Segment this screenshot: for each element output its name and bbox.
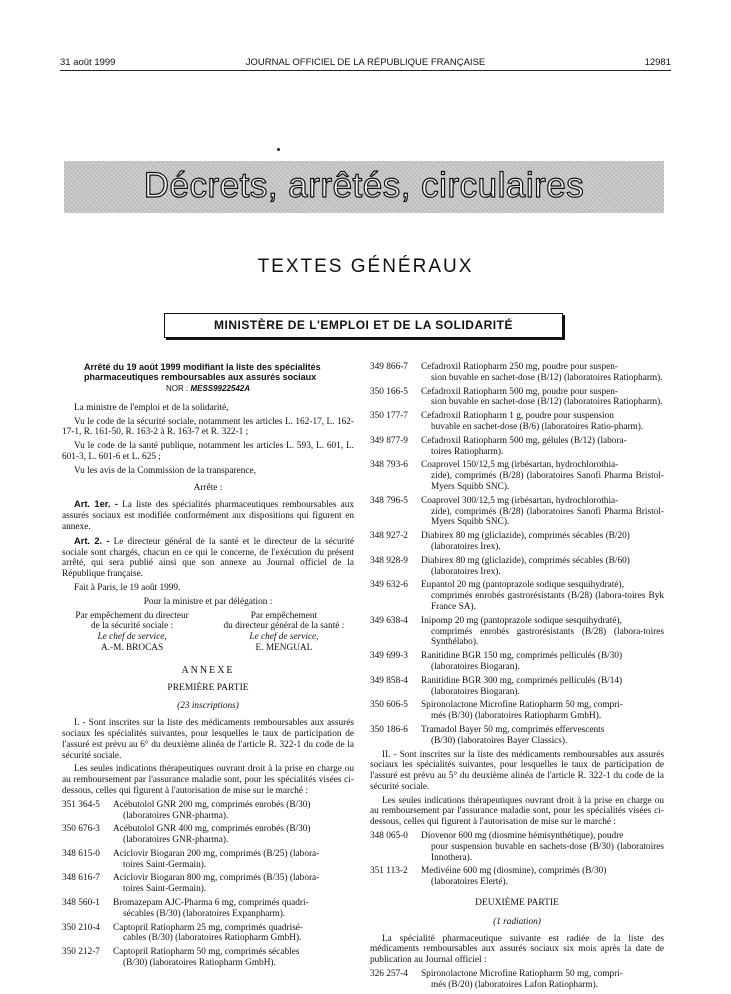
drug-description <box>421 496 664 528</box>
drug-code: 350 676-3 <box>62 824 100 835</box>
list-item <box>370 387 664 409</box>
drug-line: Ranitidine BGR 150 mg, comprimés pelliculés (B/30) <box>421 651 623 662</box>
drug-description <box>421 460 664 492</box>
drug-code: 348 927-2 <box>370 531 408 542</box>
signature-right-line2: du directeur général de la santé : <box>223 621 345 632</box>
arrete-word: Arrête : <box>193 482 223 493</box>
drug-code: 349 638-4 <box>370 615 408 626</box>
list-item <box>370 531 664 553</box>
list-item <box>370 496 664 528</box>
drug-code: 348 615-0 <box>62 848 100 859</box>
list-item <box>370 866 664 888</box>
drug-line: (laboratoires Elerté). <box>431 877 508 888</box>
list-item <box>62 923 354 945</box>
drug-description <box>421 411 664 433</box>
list-item <box>62 849 354 871</box>
preamble-line: Vu les avis de la Commission de la transparence, <box>74 465 256 476</box>
section-banner <box>64 161 664 213</box>
journal-title: JOURNAL OFFICIEL DE LA RÉPUBLIQUE FRANÇAISE <box>245 57 486 68</box>
drug-code: 350 210-4 <box>62 922 100 933</box>
list-item <box>370 651 664 673</box>
drug-line: pour suspension buvable en sachets-dose (B/30) (laboratoires Innothera). <box>431 841 664 863</box>
drug-line: Eupantol 20 mg (pantoprazole sodique sesquihydraté), <box>421 580 624 591</box>
drug-line: més (B/30) (laboratoires Ratiopharm GmbH). <box>431 711 602 722</box>
drug-description <box>421 580 664 612</box>
list-item <box>370 580 664 612</box>
drug-line: Diabirex 80 mg (gliclazide), comprimés sécables (B/20) <box>421 531 630 542</box>
drug-line: més (B/20) (laboratoires Lafon Ratiopharm). <box>431 979 599 990</box>
drug-description <box>421 387 664 409</box>
drug-code: 348 793-6 <box>370 460 408 471</box>
drug-line: (laboratoires GNR-pharma). <box>123 835 229 846</box>
drug-description <box>421 556 664 578</box>
drug-code: 350 606-5 <box>370 700 408 711</box>
drug-line: Cefadroxil Ratiopharm 1 g, poudre pour suspension <box>421 411 614 422</box>
annexe-title: ANNEXE <box>181 664 235 676</box>
drug-description <box>421 436 664 458</box>
drug-line: Medivéine 600 mg (diosmine), comprimés (B/30) <box>421 866 607 877</box>
drug-line: Cefadroxil Ratiopharm 250 mg, poudre pour suspen- <box>421 362 619 372</box>
delegation-line: Pour la ministre et par délégation : <box>143 596 273 607</box>
part2-title: DEUXIÈME PARTIE <box>475 898 559 909</box>
drug-line: Diovenor 600 mg (diosmine hémisynthétique), poudre <box>421 831 624 842</box>
drug-line: Coaprovel 150/12,5 mg (irbésartan, hydrochlorothia- <box>421 460 619 471</box>
drug-line: Aciclovir Biogaran 200 mg, comprimés (B/25) (labora- <box>113 848 320 859</box>
drug-line: zide), comprimés (B/28) (laboratoires Sanofi Pharma Bristol-Myers Squibb SNC). <box>431 471 664 492</box>
left-column <box>62 362 354 972</box>
drug-description <box>421 700 664 722</box>
drug-code: 349 877-9 <box>370 435 408 446</box>
drug-line: (laboratoires Biogaran). <box>431 661 520 672</box>
drug-description <box>421 651 664 673</box>
drug-code: 349 699-3 <box>370 651 408 662</box>
preamble-line: La ministre de l'emploi et de la solidarité, <box>74 402 229 413</box>
article-1-label: Art. 1er. - <box>74 499 118 510</box>
list-item <box>370 411 664 433</box>
drug-line: Bromazepam AJC-Pharma 6 mg, comprimés quadri- <box>113 898 309 909</box>
preamble-line: Vu le code de la santé publique, notamment les articles L. 593, L. 601, L. 601-3, L. 601-6 et L. 625 ; <box>62 441 354 462</box>
drug-description <box>421 831 664 863</box>
drug-line: (laboratoires Irex). <box>431 541 501 552</box>
drug-description <box>113 800 354 822</box>
article-1-text: La liste des spécialités pharmaceutiques remboursables aux assurés sociaux est modifiée conformément aux dispositions qui figurent en annexe. <box>62 500 355 532</box>
arrete-title: Arrêté du 19 août 1999 modifiant la liste des spécialités pharmaceutiques remboursables aux assurés sociaux <box>84 362 321 382</box>
list-item <box>370 616 664 648</box>
drug-code: 348 796-5 <box>370 495 408 506</box>
drug-line: cables (B/30) (laboratoires Ratiopharm GmbH). <box>123 933 302 944</box>
drug-line: toires Saint-Germain). <box>123 859 207 870</box>
drug-line: Inipomp 20 mg (pantoprazole sodique sesquihydraté), <box>421 615 622 626</box>
drug-line: Cefadroxil Ratiopharm 500 mg, poudre pour suspen- <box>421 386 619 397</box>
drug-list-3 <box>370 831 664 888</box>
drug-line: Aciclovir Biogaran 800 mg, comprimés (B/35) (labora- <box>113 873 320 884</box>
signature-left-line2: de la sécurité sociale : <box>91 621 174 632</box>
list-item <box>370 460 664 492</box>
drug-line: (B/30) (laboratoires Bayer Classics). <box>431 735 568 746</box>
drug-description <box>113 849 354 871</box>
list-item <box>370 700 664 722</box>
article-2 <box>62 536 354 580</box>
drug-line: zide), comprimés (B/28) (laboratoires Sanofi Pharma Bristol-Myers Squibb SNC). <box>431 506 664 528</box>
list-item <box>370 725 664 747</box>
drug-description <box>421 531 664 553</box>
page-number: 12981 <box>644 57 671 68</box>
part2-paragraph: La spécialité pharmaceutique suivante est radiée de la liste des médicaments remboursables aux assurés sociaux six mois après la date de publication au Journal officiel : <box>370 933 664 966</box>
drug-line: buvable en sachet-dose (B/6) (laboratoires Ratio-pharm). <box>431 421 644 432</box>
article-2-label: Art. 2. - <box>74 535 110 546</box>
drug-line: comprimés enrobés gastrorésistants (B/28) (labora-toires Byk France SA). <box>431 591 664 612</box>
banner-title: Décrets, arrêtés, circulaires <box>143 166 585 205</box>
list-item <box>370 436 664 458</box>
drug-description <box>113 824 354 846</box>
drug-line: Captopril Ratiopharm 25 mg, comprimés quadrisé- <box>113 922 304 933</box>
drug-description <box>113 947 354 969</box>
drug-line: (laboratoires GNR-pharma). <box>123 810 229 821</box>
drug-line: Diabirex 80 mg (gliclazide), comprimés sécables (B/60) <box>421 555 630 566</box>
running-header <box>60 57 671 71</box>
drug-code: 348 560-1 <box>62 898 100 909</box>
drug-code: 349 632-6 <box>370 580 408 591</box>
drug-code: 350 186-6 <box>370 724 408 735</box>
part2-count: (1 radiation) <box>493 916 541 927</box>
part1-paragraph-2: II. - Sont inscrites sur la liste des médicaments remboursables aux assurés sociaux les spécialités suivantes, pour lesquelles le taux de participation de l'assuré est prévu au 5° du deuxième alinéa de l'article R. 322-1 du code de la sécurité sociale. <box>370 749 664 792</box>
drug-code: 348 616-7 <box>62 873 100 884</box>
drug-code: 350 177-7 <box>370 411 408 422</box>
drug-line: Cefadroxil Ratiopharm 500 mg, gélules (B/12) (labora- <box>421 435 627 446</box>
list-item <box>370 831 664 863</box>
drug-code: 349 866-7 <box>370 362 408 372</box>
drug-line: (laboratoires Irex). <box>431 566 501 577</box>
list-item <box>370 969 664 991</box>
section-title: TEXTES GÉNÉRAUX <box>257 256 474 277</box>
signatures <box>62 611 354 654</box>
nor-label: NOR : <box>165 384 189 393</box>
part1-indications-2: Les seules indications thérapeutiques ouvrant droit à la prise en charge ou au remboursement par l'assurance maladie sont, pour les spécialités visées ci-dessous, celles qui figurent à l'autorisation de mise sur le marché : <box>370 795 664 828</box>
part1-paragraph: I. - Sont inscrites sur la liste des médicaments remboursables aux assurés sociaux les spécialités suivantes, pour lesquelles le taux de participation de l'assuré est prévu au 6° du deuxième alinéa de l'article R. 322-1 du code de la sécurité sociale. <box>62 718 354 761</box>
drug-code: 351 364-5 <box>62 799 100 810</box>
signature-left-name: A.-M. BROCAS <box>100 642 164 653</box>
list-item <box>62 873 354 895</box>
signature-right <box>214 611 354 654</box>
drug-line: sion buvable en sachet-dose (B/12) (laboratoires Ratiopharm). <box>431 397 663 408</box>
list-item <box>370 676 664 698</box>
list-item <box>62 947 354 969</box>
drug-code: 350 212-7 <box>62 947 100 958</box>
list-item <box>62 800 354 822</box>
list-item <box>62 898 354 920</box>
nor-code: MESS9922542A <box>190 384 251 393</box>
nor-reference <box>62 384 354 395</box>
article-1 <box>62 499 354 532</box>
ministry-box: MINISTÈRE DE L'EMPLOI ET DE LA SOLIDARITÉ <box>164 313 563 338</box>
drug-line: (B/30) (laboratoires Ratiopharm GmbH). <box>123 958 276 969</box>
drug-line: Acébutolol GNR 400 mg, comprimés enrobés (B/30) <box>113 824 311 835</box>
drug-line: Spironolactone Microfine Ratiopharm 50 mg, compri- <box>421 969 623 980</box>
done-at: Fait à Paris, le 19 août 1999. <box>74 582 181 593</box>
drug-line: Tramadol Bayer 50 mg, comprimés effervescents <box>421 724 605 735</box>
drug-line: sécables (B/30) (laboratoires Expanpharm). <box>123 908 286 919</box>
drug-line: Ranitidine BGR 300 mg, comprimés pelliculés (B/14) <box>421 675 623 686</box>
drug-description <box>421 969 664 991</box>
list-item <box>370 362 664 384</box>
drug-code: 349 858-4 <box>370 675 408 686</box>
drug-line: sion buvable en sachet-dose (B/12) (laboratoires Ratiopharm). <box>431 372 663 383</box>
issue-date: 31 août 1999 <box>60 57 116 68</box>
signature-left <box>62 611 202 654</box>
drug-line: comprimés enrobés gastrorésistants (B/28) (labora-toires Synthélabo). <box>431 626 664 648</box>
preamble-line: Vu le code de la sécurité sociale, notamment les articles L. 162-17, L. 162-17-1, R. 161-50, R. 163-2 à R. 163-7 et R. 322-1 ; <box>62 416 354 438</box>
part1-count: (23 inscriptions) <box>177 701 239 712</box>
drug-line: Acébutolol GNR 200 mg, comprimés enrobés (B/30) <box>113 799 311 810</box>
print-dot <box>277 148 280 151</box>
signature-left-line1: Par empêchement du directeur <box>75 610 189 621</box>
part1-title: PREMIÈRE PARTIE <box>167 682 249 693</box>
drug-line: Coaprovel 300/12,5 mg (irbésartan, hydrochlorothia- <box>421 495 619 506</box>
drug-description <box>421 362 664 384</box>
drug-code: 350 166-5 <box>370 386 408 397</box>
drug-description <box>113 898 354 920</box>
drug-line: toires Ratiopharm). <box>431 446 504 457</box>
signature-left-role: Le chef de service, <box>97 632 167 643</box>
list-item <box>370 556 664 578</box>
signature-right-line1: Par empêchement <box>250 610 318 621</box>
list-item <box>62 824 354 846</box>
drug-description <box>113 873 354 895</box>
drug-list-1 <box>62 800 354 969</box>
drug-code: 348 065-0 <box>370 831 408 842</box>
drug-list-4 <box>370 969 664 991</box>
drug-line: (laboratoires Biogaran). <box>431 686 520 697</box>
drug-code: 326 257-4 <box>370 969 408 980</box>
signature-right-role: Le chef de service, <box>249 632 319 643</box>
drug-description <box>113 923 354 945</box>
drug-description <box>421 616 664 648</box>
drug-code: 348 928-9 <box>370 555 408 566</box>
drug-description <box>421 725 664 747</box>
drug-line: toires Saint-Germain). <box>123 884 207 895</box>
drug-description <box>421 676 664 698</box>
drug-line: Spironolactone Microfine Ratiopharm 50 mg, compri- <box>421 700 623 711</box>
header-rule <box>60 70 671 71</box>
signature-right-name: E. MENGUAL <box>255 642 313 653</box>
right-column <box>370 362 664 994</box>
article-2-text: Le directeur général de la santé et le directeur de la sécurité sociale sont chargés, chacun en ce qui le concerne, de l'exécution du présent arrêté, qui sera publié ainsi que son annexe au Journal officiel de la République française. <box>62 536 355 580</box>
drug-list-2 <box>370 362 664 747</box>
drug-code: 351 113-2 <box>370 866 408 877</box>
drug-description <box>421 866 664 888</box>
part1-indications: Les seules indications thérapeutiques ouvrant droit à la prise en charge ou au remboursement par l'assurance maladie sont, pour les spécialités visées ci-dessous, celles qui figurent à l'autorisation de mise sur le marché : <box>62 764 354 796</box>
drug-line: Captopril Ratiopharm 50 mg, comprimés sécables <box>113 947 300 958</box>
